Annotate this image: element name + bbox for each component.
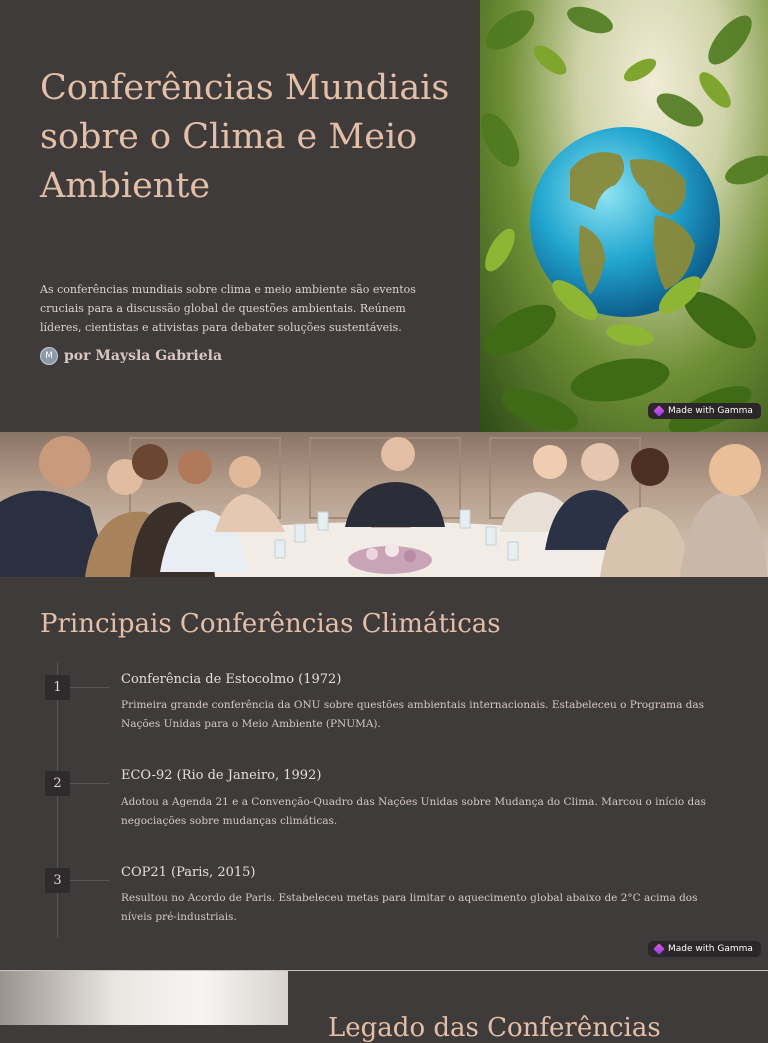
made-with-gamma-badge[interactable] [648,403,761,419]
item-description: Adotou a Agenda 21 e a Convenção-Quadro das Nações Unidas sobre Mudança do Clima. Marcou o início das negociações sobre mudanças climáticas. [121,796,706,827]
conference-meeting-photo [0,432,768,577]
badge-label: Made with Gamma [668,944,753,954]
made-with-gamma-badge[interactable] [648,941,761,957]
gamma-gem-icon [653,405,664,416]
timeline-connector [70,783,110,784]
timeline-connector [70,687,110,688]
section-title: Principais Conferências Climáticas [40,609,501,639]
timeline-line [57,663,58,938]
step-number: 3 [45,868,70,893]
author-byline [40,347,222,365]
item-title: COP21 (Paris, 2015) [121,865,256,880]
timeline-connector [70,880,110,881]
conferences-slide [0,577,768,970]
item-description: Resultou no Acordo de Paris. Estabeleceu metas para limitar o aquecimento global abaixo de 2°C acima dos níveis pré-industriais. [121,892,698,923]
step-number: 1 [45,675,70,700]
avatar: M [40,347,58,365]
cover-title: Conferências Mundiais sobre o Clima e Meio Ambiente [40,68,450,206]
author-name: por Maysla Gabriela [64,348,223,364]
legacy-slide-title: Legado das Conferências [328,1013,661,1043]
step-number: 2 [45,771,70,796]
gamma-gem-icon [653,943,664,954]
legacy-slide [0,970,768,1043]
badge-label: Made with Gamma [668,406,753,416]
slide-photo [0,971,288,1025]
cover-slide [0,0,768,432]
globe-image [480,0,768,432]
item-description: Primeira grande conferência da ONU sobre questões ambientais internacionais. Estabeleceu o Programa das Nações Unidas para o Meio Ambiente (PNUMA). [121,699,705,730]
item-title: ECO-92 (Rio de Janeiro, 1992) [121,768,322,783]
cover-intro: As conferências mundiais sobre clima e meio ambiente são eventos cruciais para a discussão global de questões ambientais. Reúnem líderes, cientistas e ativistas para debater soluções sustentáveis. [40,283,416,334]
item-title: Conferência de Estocolmo (1972) [121,672,342,687]
